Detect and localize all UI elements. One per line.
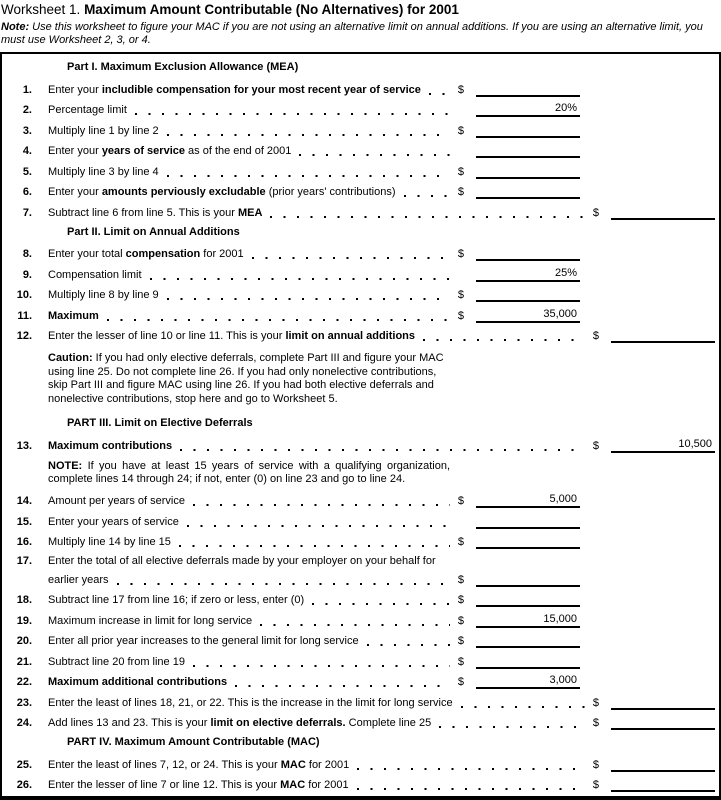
worksheet-line <box>2 140 719 161</box>
dot-leader <box>191 655 452 667</box>
dot-leader <box>177 535 452 547</box>
dot-leader <box>427 83 452 95</box>
dot-leader <box>258 614 452 626</box>
line-number: 17. <box>16 555 32 567</box>
part-heading: Part I. Maximum Exclusion Allowance (MEA) <box>67 61 299 73</box>
dollar-sign: $ <box>457 594 464 606</box>
dollar-sign: $ <box>457 676 464 688</box>
dot-leader <box>165 124 452 136</box>
line-number: 12. <box>16 330 32 342</box>
line-description: Compensation limit <box>48 268 142 281</box>
amount-field: 35,000 <box>476 308 580 323</box>
dollar-sign: $ <box>457 186 464 198</box>
dollar-sign: $ <box>457 165 464 178</box>
worksheet-line <box>2 263 719 284</box>
dot-leader <box>355 778 587 790</box>
worksheet-box <box>0 52 721 800</box>
line-number: 16. <box>16 536 32 548</box>
amount-field: 5,000 <box>476 493 580 508</box>
line-description: Multiply line 3 by line 4 <box>48 165 159 178</box>
line-number: 13. <box>16 439 32 452</box>
worksheet-line <box>2 568 719 589</box>
dollar-sign: $ <box>457 83 464 96</box>
caution-label: Caution: <box>48 352 96 364</box>
amount-field[interactable] <box>476 594 580 607</box>
amount-field: 15,000 <box>476 613 580 628</box>
worksheet-line <box>2 490 719 511</box>
line-number: 19. <box>16 614 32 627</box>
worksheet-line <box>2 78 719 99</box>
dollar-sign: $ <box>457 248 464 260</box>
worksheet-line <box>2 650 719 671</box>
line-number: 8. <box>22 248 32 260</box>
dot-leader <box>250 247 452 259</box>
dollar-sign: $ <box>457 573 464 586</box>
worksheet-line <box>2 630 719 651</box>
line-description: Maximum increase in limit for long service <box>48 614 253 627</box>
dot-leader <box>365 634 452 646</box>
line-description: Enter all prior year increases to the general limit for long service <box>48 635 359 647</box>
worksheet-title <box>0 0 721 18</box>
line-number: 2. <box>22 104 32 116</box>
amount-field[interactable] <box>611 779 715 792</box>
line-number: 1. <box>22 83 32 96</box>
line-description: Enter the lesser of line 7 or line 12. This is your MAC for 2001 <box>48 779 349 791</box>
dot-leader <box>310 593 452 605</box>
line-description: Maximum <box>48 309 99 322</box>
worksheet-line <box>2 325 719 346</box>
line-description: Enter your years of service as of the end of 2001 <box>48 145 292 157</box>
amount-field[interactable] <box>476 248 580 261</box>
note-label: NOTE: <box>48 459 88 472</box>
line-description: Enter your years of service <box>48 515 179 528</box>
dollar-sign: $ <box>592 439 599 452</box>
worksheet-line <box>2 753 719 774</box>
dollar-sign: $ <box>592 696 599 709</box>
line-number: 3. <box>22 124 32 137</box>
part-heading: PART III. Limit on Elective Deferrals <box>67 417 253 429</box>
top-note <box>0 18 721 47</box>
part-heading: Part II. Limit on Annual Additions <box>67 225 240 238</box>
worksheet-line <box>2 609 719 630</box>
worksheet-line <box>2 551 719 568</box>
dot-leader <box>148 268 452 280</box>
worksheet-line <box>2 119 719 140</box>
dot-leader <box>459 696 587 708</box>
dot-leader <box>437 716 587 728</box>
dollar-sign: $ <box>457 536 464 548</box>
line-description: Enter the least of lines 18, 21, or 22. This is the increase in the limit for long service <box>48 696 453 709</box>
top-note-text: Use this worksheet to figure your MAC if you are not using an alternative limit on annual additions. If you are using an alternative limit, you must use Worksheet 2, 3, or 4. <box>1 21 703 46</box>
amount-field[interactable] <box>476 574 580 587</box>
worksheet-line <box>2 201 719 222</box>
dollar-sign: $ <box>457 635 464 647</box>
dollar-sign: $ <box>592 717 599 729</box>
line-description: Enter the total of all elective deferrals made by your employer on your behalf for <box>48 555 436 567</box>
line-number: 25. <box>16 758 32 771</box>
worksheet-line <box>2 243 719 264</box>
amount-field: 25% <box>476 267 580 282</box>
worksheet-line <box>2 434 719 455</box>
worksheet-line <box>2 691 719 712</box>
line-number: 10. <box>16 289 32 301</box>
amount-field: 3,000 <box>476 674 580 689</box>
amount-field[interactable] <box>476 166 580 179</box>
amount-field: 20% <box>476 102 580 117</box>
amount-field: 10,500 <box>611 438 715 453</box>
worksheet-line <box>2 160 719 181</box>
line-description: Percentage limit <box>48 104 127 116</box>
line-number: 6. <box>22 186 32 198</box>
line-number: 18. <box>16 594 32 606</box>
caution-note: Caution: If you had only elective deferrals, complete Part III and figure your MAC using line 25. Do not complete line 26. If you had only nonelective contributions, skip Part III and figure MAC using line 26. If you had both elective deferrals and nonelective contributions, stop here and go to Worksheet 5. <box>48 352 444 405</box>
worksheet-title-prefix: Worksheet 1. <box>1 2 81 17</box>
line-number: 4. <box>22 145 32 157</box>
worksheet-line <box>2 99 719 120</box>
worksheet-line <box>2 712 719 733</box>
dollar-sign: $ <box>592 758 599 771</box>
line-description: Multiply line 8 by line 9 <box>48 289 159 301</box>
line-number: 26. <box>16 779 32 791</box>
line-description: Enter your includible compensation for your most recent year of service <box>48 83 421 96</box>
line-number: 11. <box>17 309 32 322</box>
line-number: 15. <box>16 515 32 528</box>
line-description: Subtract line 17 from line 16; if zero or less, enter (0) <box>48 594 305 606</box>
amount-field[interactable] <box>476 84 580 97</box>
worksheet-line <box>2 671 719 692</box>
line-description: earlier years <box>48 573 109 586</box>
dot-leader <box>402 185 452 197</box>
line-description: Enter your total compensation for 2001 <box>48 248 244 260</box>
dot-leader <box>355 758 587 770</box>
dollar-sign: $ <box>592 206 599 219</box>
line-description: Multiply line 1 by line 2 <box>48 124 159 137</box>
line-description: Subtract line 6 from line 5. This is your MEA <box>48 206 263 219</box>
line-number: 22. <box>16 676 32 688</box>
line-number: 7. <box>22 206 32 219</box>
worksheet-line <box>2 510 719 531</box>
line-number: 24. <box>16 717 32 729</box>
line-number: 14. <box>16 495 32 507</box>
worksheet-line <box>2 531 719 552</box>
line-number: 9. <box>22 268 32 281</box>
dot-leader <box>105 309 452 321</box>
dot-leader <box>115 573 452 585</box>
line-number: 20. <box>16 635 32 647</box>
dot-leader <box>185 515 452 527</box>
amount-field[interactable] <box>611 207 715 220</box>
dot-leader <box>233 675 452 687</box>
line-description: Multiply line 14 by line 15 <box>48 536 171 548</box>
amount-field[interactable] <box>476 536 580 549</box>
dot-leader <box>165 288 452 300</box>
dollar-sign: $ <box>457 289 464 301</box>
worksheet-line <box>2 284 719 305</box>
worksheet-line <box>2 774 719 795</box>
amount-field[interactable] <box>476 289 580 302</box>
top-note-label: Note: <box>1 21 30 33</box>
line-number: 5. <box>22 165 32 178</box>
line-description: Enter the least of lines 7, 12, or 24. This is your MAC for 2001 <box>48 758 350 771</box>
amount-field[interactable] <box>476 125 580 138</box>
line-number: 21. <box>16 655 32 668</box>
amount-field[interactable] <box>476 145 580 158</box>
dot-leader <box>191 494 452 506</box>
dollar-sign: $ <box>457 124 464 137</box>
line-description: Enter the lesser of line 10 or line 11. This is your limit on annual additions <box>48 330 415 342</box>
dot-leader <box>297 144 451 156</box>
worksheet-line <box>2 181 719 202</box>
part-heading: PART IV. Maximum Amount Contributable (MAC) <box>67 736 320 748</box>
amount-field[interactable] <box>611 717 715 730</box>
dot-leader <box>178 439 587 451</box>
amount-field[interactable] <box>476 516 580 529</box>
dot-leader <box>165 165 452 177</box>
dollar-sign: $ <box>457 655 464 668</box>
line-description: Subtract line 20 from line 19 <box>48 655 185 668</box>
eligibility-note: NOTE: If you have at least 15 years of service with a qualifying organization, complete lines 14 through 24; if not, enter (0) on line 23 and go to line 24. <box>48 459 450 485</box>
worksheet-line <box>2 304 719 325</box>
line-description: Maximum contributions <box>48 439 173 452</box>
line-description: Amount per years of service <box>48 495 185 507</box>
amount-field[interactable] <box>611 759 715 772</box>
worksheet-body <box>2 57 719 794</box>
dollar-sign: $ <box>592 330 599 342</box>
amount-field[interactable] <box>611 330 715 343</box>
dot-leader <box>421 329 587 341</box>
dollar-sign: $ <box>592 779 599 791</box>
dot-leader <box>268 206 586 218</box>
dollar-sign: $ <box>457 614 464 627</box>
dot-leader <box>133 103 452 115</box>
line-description: Enter your amounts perviously excludable (prior years' contributions) <box>48 186 396 198</box>
line-description: Add lines 13 and 23. This is your limit on elective deferrals. Complete line 25 <box>48 717 432 729</box>
amount-field[interactable] <box>611 697 715 710</box>
amount-field[interactable] <box>476 656 580 669</box>
amount-field[interactable] <box>476 635 580 648</box>
dollar-sign: $ <box>457 495 464 507</box>
worksheet-title-main: Maximum Amount Contributable (No Alternatives) for 2001 <box>84 2 459 17</box>
line-description: Maximum additional contributions <box>48 676 228 688</box>
line-number: 23. <box>16 696 32 709</box>
worksheet-line <box>2 589 719 610</box>
amount-field[interactable] <box>476 186 580 199</box>
dollar-sign: $ <box>457 309 464 322</box>
